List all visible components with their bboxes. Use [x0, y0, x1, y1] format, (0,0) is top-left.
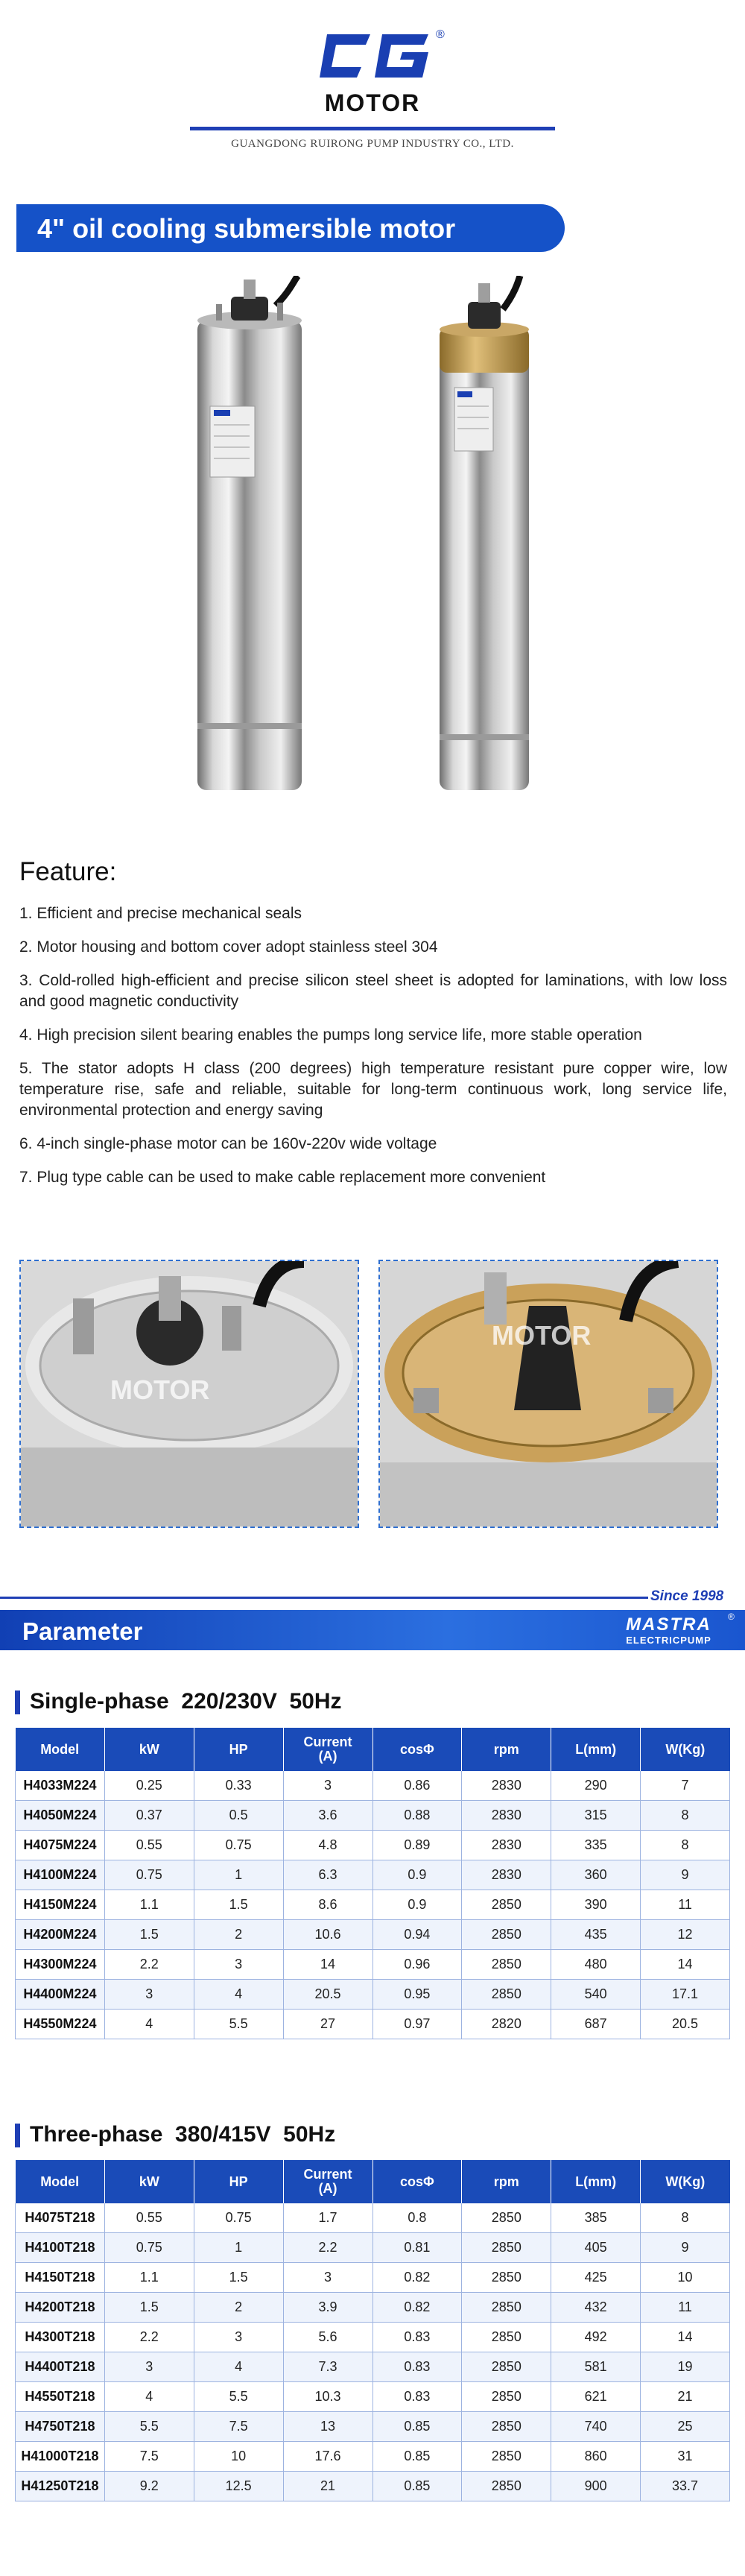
table-cell: 0.75	[194, 2203, 283, 2233]
table-cell: 1.1	[104, 2263, 194, 2293]
table-header-row	[16, 1728, 730, 1771]
table-cell: 0.25	[104, 1771, 194, 1801]
table-cell: 8	[641, 1831, 730, 1860]
table-cell: 2830	[462, 1801, 551, 1831]
table-cell: 2850	[462, 1950, 551, 1980]
table-cell: 10	[641, 2263, 730, 2293]
model-cell: H41000T218	[16, 2442, 105, 2472]
table-cell: 0.97	[372, 2010, 462, 2039]
model-cell: H4150T218	[16, 2263, 105, 2293]
table-cell: 900	[551, 2472, 641, 2501]
table-cell: 860	[551, 2442, 641, 2472]
col-header: cosΦ	[372, 1728, 462, 1771]
table-cell: 1	[194, 2233, 283, 2263]
table-cell: 9.2	[104, 2472, 194, 2501]
table-cell: 2820	[462, 2010, 551, 2039]
table-cell: 21	[283, 2472, 372, 2501]
table-cell: 0.33	[194, 1771, 283, 1801]
page-title: 4" oil cooling submersible motor	[37, 213, 456, 244]
table-cell: 12.5	[194, 2472, 283, 2501]
table-cell: 540	[551, 1980, 641, 2010]
table-row	[16, 2323, 730, 2352]
col-header: cosΦ	[372, 2160, 462, 2203]
table-cell: 14	[641, 2323, 730, 2352]
motor-right	[440, 276, 529, 790]
watermark-text: MOTOR	[492, 1320, 592, 1351]
table-cell: 2850	[462, 2382, 551, 2412]
table-row	[16, 2233, 730, 2263]
motor-closeup-steel	[19, 1260, 359, 1528]
table-cell: 2.2	[104, 2323, 194, 2352]
model-cell: H4300M224	[16, 1950, 105, 1980]
table-cell: 2.2	[283, 2233, 372, 2263]
table-cell: 19	[641, 2352, 730, 2382]
model-cell: H4300T218	[16, 2323, 105, 2352]
table-cell: 0.55	[104, 1831, 194, 1860]
table-cell: 0.55	[104, 2203, 194, 2233]
table-cell: 7.5	[104, 2442, 194, 2472]
feature-section	[19, 857, 727, 1201]
table-cell: 335	[551, 1831, 641, 1860]
table-cell: 0.75	[104, 1860, 194, 1890]
motor-closeup-brass	[378, 1260, 718, 1528]
table-cell: 740	[551, 2412, 641, 2442]
table-cell: 0.9	[372, 1860, 462, 1890]
cg-logo-icon	[317, 31, 432, 80]
table-row	[16, 2263, 730, 2293]
table-cell: 0.75	[104, 2233, 194, 2263]
table-cell: 5.5	[194, 2010, 283, 2039]
table-cell: 8.6	[283, 1890, 372, 1920]
parameter-title: Parameter	[22, 1617, 143, 1645]
table-row	[16, 2203, 730, 2233]
table-row	[16, 1920, 730, 1950]
table-cell: 3	[194, 1950, 283, 1980]
col-header: rpm	[462, 2160, 551, 2203]
table-cell: 435	[551, 1920, 641, 1950]
table-cell: 3	[283, 1771, 372, 1801]
table-cell: 0.89	[372, 1831, 462, 1860]
table-row	[16, 2382, 730, 2412]
col-header: kW	[104, 1728, 194, 1771]
table-cell: 0.81	[372, 2233, 462, 2263]
table-cell: 17.1	[641, 1980, 730, 2010]
logo-brand-text: MOTOR	[324, 89, 421, 116]
feature-item: 4. High precision silent bearing enables the pumps long service life, more stable operation	[19, 1026, 642, 1044]
table-cell: 27	[283, 2010, 372, 2039]
table-cell: 20.5	[641, 2010, 730, 2039]
table-row	[16, 2472, 730, 2501]
table-header-row	[16, 2160, 730, 2203]
heading-accent-bar	[15, 1690, 20, 1714]
motor-left	[197, 276, 302, 790]
col-header: Current (A)	[283, 1728, 372, 1771]
three-phase-table	[15, 2160, 730, 2501]
table-row	[16, 1771, 730, 1801]
motor-product-images	[0, 276, 745, 842]
table-cell: 20.5	[283, 1980, 372, 2010]
table-cell: 1.7	[283, 2203, 372, 2233]
table-cell: 621	[551, 2382, 641, 2412]
brand-registered-mark: ®	[728, 1611, 735, 1622]
table-row	[16, 1950, 730, 1980]
table-cell: 8	[641, 1801, 730, 1831]
col-header: HP	[194, 1728, 283, 1771]
table-cell: 3	[104, 2352, 194, 2382]
table-cell: 2850	[462, 2233, 551, 2263]
table-cell: 1.1	[104, 1890, 194, 1920]
table-cell: 315	[551, 1801, 641, 1831]
table-cell: 1	[194, 1860, 283, 1890]
model-cell: H4200T218	[16, 2293, 105, 2323]
registered-mark: ®	[436, 28, 445, 41]
table-cell: 3.6	[283, 1801, 372, 1831]
table-cell: 10.3	[283, 2382, 372, 2412]
feature-item: 5. The stator adopts H class (200 degrees) high temperature resistant pure copper wire, low temperature rise, safe and reliable, suitable for long-term continuous work, long service life, environmental protection and energy saving	[19, 1060, 727, 1119]
company-name: GUANGDONG RUIRONG PUMP INDUSTRY CO., LTD.	[231, 138, 514, 150]
since-text: Since 1998	[650, 1588, 724, 1604]
table-cell: 2	[194, 1920, 283, 1950]
feature-item: 1. Efficient and precise mechanical seals	[19, 905, 302, 922]
table-cell: 2850	[462, 1890, 551, 1920]
model-cell: H4550M224	[16, 2010, 105, 2039]
model-cell: H4100T218	[16, 2233, 105, 2263]
table-cell: 0.8	[372, 2203, 462, 2233]
since-divider	[0, 1597, 648, 1599]
table-cell: 21	[641, 2382, 730, 2412]
closeup-steel-image	[21, 1261, 358, 1527]
table-cell: 5.6	[283, 2323, 372, 2352]
model-cell: H4150M224	[16, 1890, 105, 1920]
table-cell: 0.95	[372, 1980, 462, 2010]
table-cell: 0.5	[194, 1801, 283, 1831]
col-header: Model	[16, 1728, 105, 1771]
table-cell: 31	[641, 2442, 730, 2472]
table-cell: 2850	[462, 2293, 551, 2323]
table-row	[16, 1801, 730, 1831]
col-header: W(Kg)	[641, 2160, 730, 2203]
table-cell: 10.6	[283, 1920, 372, 1950]
table-cell: 0.96	[372, 1950, 462, 1980]
table-cell: 2850	[462, 1980, 551, 2010]
table-cell: 0.82	[372, 2293, 462, 2323]
table-cell: 11	[641, 1890, 730, 1920]
feature-item: 7. Plug type cable can be used to make cable replacement more convenient	[19, 1169, 546, 1186]
table-cell: 2830	[462, 1771, 551, 1801]
table-cell: 581	[551, 2352, 641, 2382]
table-cell: 0.83	[372, 2382, 462, 2412]
col-header: L(mm)	[551, 1728, 641, 1771]
parameter-banner	[0, 1610, 745, 1650]
feature-item: 6. 4-inch single-phase motor can be 160v-220v wide voltage	[19, 1135, 437, 1152]
model-cell: H4033M224	[16, 1771, 105, 1801]
table-cell: 687	[551, 2010, 641, 2039]
model-cell: H41250T218	[16, 2472, 105, 2501]
table-cell: 0.9	[372, 1890, 462, 1920]
table-row	[16, 1831, 730, 1860]
table-cell: 14	[283, 1950, 372, 1980]
feature-item: 2. Motor housing and bottom cover adopt stainless steel 304	[19, 938, 438, 956]
col-header: L(mm)	[551, 2160, 641, 2203]
table-cell: 0.83	[372, 2352, 462, 2382]
model-cell: H4200M224	[16, 1920, 105, 1950]
table-cell: 2850	[462, 2412, 551, 2442]
col-header: W(Kg)	[641, 1728, 730, 1771]
table-cell: 480	[551, 1950, 641, 1980]
table-row	[16, 2352, 730, 2382]
table-cell: 1.5	[104, 2293, 194, 2323]
table-cell: 4	[194, 2352, 283, 2382]
table-cell: 1.5	[194, 1890, 283, 1920]
table-cell: 33.7	[641, 2472, 730, 2501]
mastra-logo	[600, 1611, 738, 1647]
table-cell: 4	[194, 1980, 283, 2010]
table-cell: 10	[194, 2442, 283, 2472]
table-cell: 2.2	[104, 1950, 194, 1980]
brand-subtitle: ELECTRICPUMP	[626, 1635, 711, 1646]
table-cell: 2850	[462, 2263, 551, 2293]
table-cell: 9	[641, 2233, 730, 2263]
table-cell: 17.6	[283, 2442, 372, 2472]
table-cell: 2850	[462, 2442, 551, 2472]
table-cell: 1.5	[104, 1920, 194, 1950]
table-row	[16, 2412, 730, 2442]
table-cell: 11	[641, 2293, 730, 2323]
table-cell: 8	[641, 2203, 730, 2233]
table-row	[16, 1860, 730, 1890]
table-cell: 2830	[462, 1831, 551, 1860]
table-cell: 2850	[462, 1920, 551, 1950]
table-cell: 0.83	[372, 2323, 462, 2352]
table-cell: 13	[283, 2412, 372, 2442]
table-row	[16, 1980, 730, 2010]
table-cell: 405	[551, 2233, 641, 2263]
table-cell: 7.3	[283, 2352, 372, 2382]
model-cell: H4075M224	[16, 1831, 105, 1860]
table-row	[16, 2293, 730, 2323]
table-cell: 0.85	[372, 2472, 462, 2501]
table-cell: 0.86	[372, 1771, 462, 1801]
table-cell: 4	[104, 2382, 194, 2412]
table-cell: 6.3	[283, 1860, 372, 1890]
table-row	[16, 2010, 730, 2039]
table-cell: 9	[641, 1860, 730, 1890]
company-logo-block	[0, 0, 745, 171]
col-header: rpm	[462, 1728, 551, 1771]
logo-divider	[190, 127, 555, 130]
table-row	[16, 2442, 730, 2472]
table-cell: 390	[551, 1890, 641, 1920]
model-cell: H4400T218	[16, 2352, 105, 2382]
closeup-brass-image	[380, 1261, 717, 1527]
feature-item: 3. Cold-rolled high-efficient and precise silicon steel sheet is adopted for laminations, with low loss and good magnetic conductivity	[19, 972, 727, 1010]
table-cell: 3	[104, 1980, 194, 2010]
table-cell: 432	[551, 2293, 641, 2323]
model-cell: H4750T218	[16, 2412, 105, 2442]
table-cell: 0.37	[104, 1801, 194, 1831]
single-phase-title: Single-phase 220/230V 50Hz	[30, 1689, 342, 1714]
table-cell: 0.75	[194, 1831, 283, 1860]
watermark-text: MOTOR	[110, 1374, 210, 1405]
table-cell: 7	[641, 1771, 730, 1801]
table-cell: 0.94	[372, 1920, 462, 1950]
table-cell: 5.5	[104, 2412, 194, 2442]
table-cell: 14	[641, 1950, 730, 1980]
col-header: Model	[16, 2160, 105, 2203]
table-cell: 2850	[462, 2352, 551, 2382]
model-cell: H4100M224	[16, 1860, 105, 1890]
table-cell: 0.88	[372, 1801, 462, 1831]
table-cell: 4	[104, 2010, 194, 2039]
table-cell: 12	[641, 1920, 730, 1950]
table-cell: 290	[551, 1771, 641, 1801]
table-cell: 4.8	[283, 1831, 372, 1860]
table-cell: 5.5	[194, 2382, 283, 2412]
single-phase-table	[15, 1728, 730, 2039]
col-header: HP	[194, 2160, 283, 2203]
table-cell: 0.85	[372, 2412, 462, 2442]
table-cell: 0.85	[372, 2442, 462, 2472]
model-cell: H4050M224	[16, 1801, 105, 1831]
table-cell: 2850	[462, 2323, 551, 2352]
table-cell: 360	[551, 1860, 641, 1890]
heading-accent-bar	[15, 2124, 20, 2147]
title-banner	[16, 204, 565, 252]
table-cell: 2850	[462, 2472, 551, 2501]
table-cell: 425	[551, 2263, 641, 2293]
table-cell: 385	[551, 2203, 641, 2233]
brand-logo-text: MASTRA	[626, 1614, 711, 1635]
col-header: Current (A)	[283, 2160, 372, 2203]
table-cell: 492	[551, 2323, 641, 2352]
model-cell: H4075T218	[16, 2203, 105, 2233]
model-cell: H4400M224	[16, 1980, 105, 2010]
table-row	[16, 1890, 730, 1920]
table-cell: 3	[283, 2263, 372, 2293]
table-cell: 1.5	[194, 2263, 283, 2293]
table-cell: 0.82	[372, 2263, 462, 2293]
table-cell: 25	[641, 2412, 730, 2442]
table-cell: 3	[194, 2323, 283, 2352]
table-cell: 2	[194, 2293, 283, 2323]
since-line	[0, 1588, 745, 1609]
col-header: kW	[104, 2160, 194, 2203]
table-cell: 2850	[462, 2203, 551, 2233]
model-cell: H4550T218	[16, 2382, 105, 2412]
feature-heading: Feature:	[19, 857, 117, 886]
three-phase-title: Three-phase 380/415V 50Hz	[30, 2122, 336, 2147]
table-cell: 2830	[462, 1860, 551, 1890]
table-cell: 3.9	[283, 2293, 372, 2323]
table-cell: 7.5	[194, 2412, 283, 2442]
